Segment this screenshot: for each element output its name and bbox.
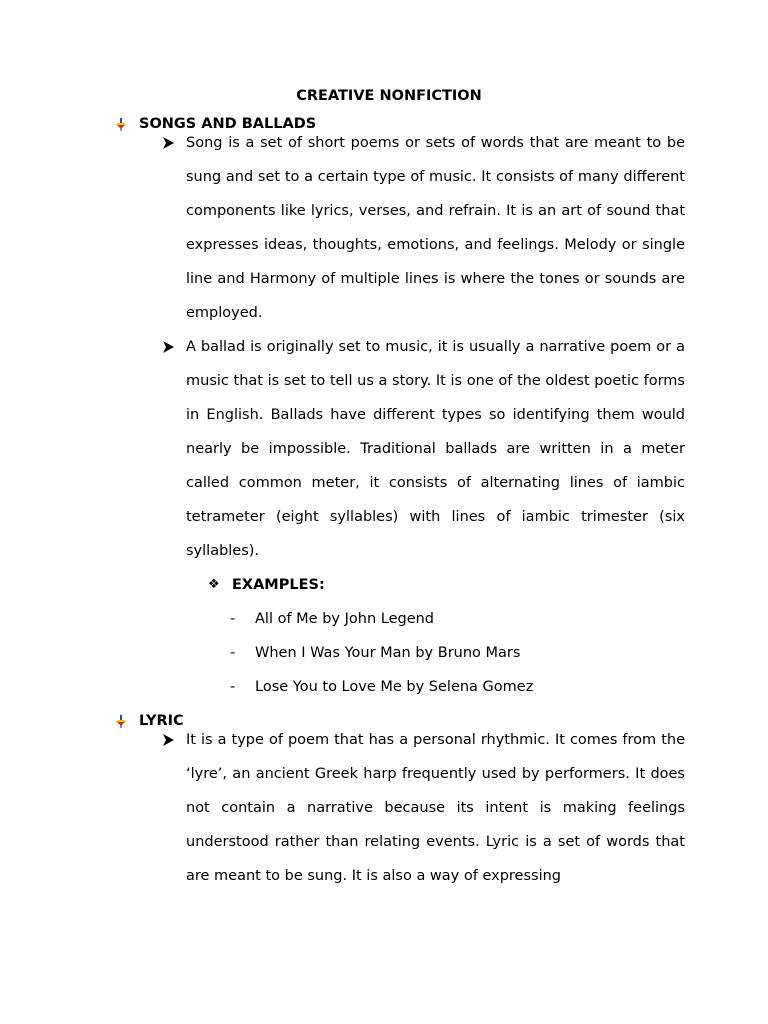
- dash-marker: -: [230, 679, 236, 695]
- example-text: Lose You to Love Me by Selena Gomez: [255, 679, 534, 695]
- examples-heading: [208, 575, 325, 595]
- section-heading-text: SONGS AND BALLADS: [139, 116, 317, 132]
- paragraph-text: Song is a set of short poems or sets of words that are meant to be sung and set to a certain type of music. It consists of many different components like lyrics, verses, and refrain. It is an art of sound that expresses ideas, thoughts, emotions, and feelings. Melody or single line and Harmony of multiple lines is where the tones or sounds are employed.: [186, 135, 685, 321]
- paragraph-ballad-definition: [160, 337, 685, 568]
- dash-marker: -: [230, 645, 236, 661]
- pushpin-icon: [114, 714, 128, 728]
- list-item: [230, 643, 520, 663]
- four-diamond-icon: ❖: [208, 577, 220, 592]
- arrowhead-icon: [160, 730, 176, 750]
- arrowhead-icon: [160, 337, 176, 357]
- dash-marker: -: [230, 611, 236, 627]
- arrowhead-icon: [160, 133, 176, 153]
- page-title: CREATIVE NONFICTION: [296, 88, 482, 104]
- section-heading-lyric: [114, 711, 184, 731]
- pushpin-icon: [114, 117, 128, 131]
- example-text: When I Was Your Man by Bruno Mars: [255, 645, 521, 661]
- paragraph-text: A ballad is originally set to music, it is usually a narrative poem or a music that is set to tell us a story. It is one of the oldest poetic forms in English. Ballads have different types so identifying them would nearly be impossible. Traditional ballads are written in a meter called common meter, it consists of alternating lines of iambic tetrameter (eight syllables) with lines of iambic trimester (six syllables).: [186, 339, 685, 559]
- list-item: [230, 677, 533, 697]
- paragraph-song-definition: [160, 133, 685, 330]
- paragraph-lyric-definition: [160, 730, 685, 893]
- section-heading-text: LYRIC: [139, 713, 184, 729]
- example-text: All of Me by John Legend: [255, 611, 435, 627]
- paragraph-text: It is a type of poem that has a personal rhythmic. It comes from the ‘lyre’, an ancient Greek harp frequently used by performers. It does not contain a narrative because its intent is making feelings understood rather than relating events. Lyric is a set of words that are meant to be sung. It is also a way of expressing: [186, 732, 685, 884]
- examples-heading-text: EXAMPLES:: [232, 577, 325, 593]
- list-item: [230, 609, 434, 629]
